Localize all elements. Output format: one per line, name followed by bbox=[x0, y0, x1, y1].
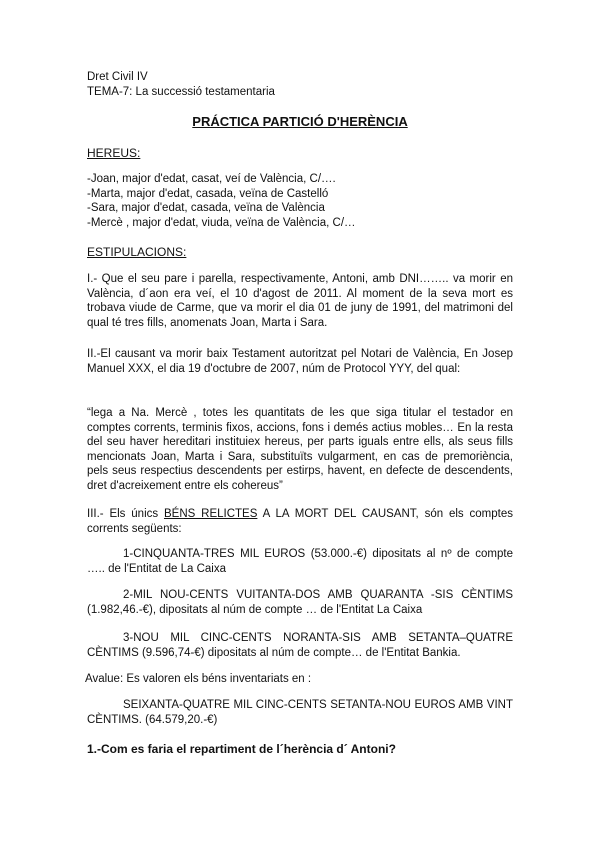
topic-line: TEMA-7: La successió testamentaria bbox=[87, 86, 275, 98]
document-title: PRÁCTICA PARTICIÓ D'HERÈNCIA bbox=[192, 114, 408, 129]
account-item: 1-CINQUANTA-TRES MIL EUROS (53.000.-€) dipositats al nº de compte ….. de l'Entitat de La Caixa bbox=[87, 548, 513, 575]
stipulation-3: III.- Els únics BÉNS RELICTES A LA MORT DEL CAUSANT, són els comptes corrents següents: bbox=[87, 508, 513, 535]
stipulation-2: II.-El causant va morir baix Testament autoritzat pel Notari de València, En Josep Manuel XXX, el dia 19 d'octubre de 2007, núm de Protocol YYY, del qual: bbox=[87, 348, 513, 375]
course-name: Dret Civil IV bbox=[87, 71, 148, 83]
estate-assets-label: BÉNS RELICTES bbox=[163, 508, 258, 520]
will-quote: “lega a Na. Mercè , totes les quantitats de les que siga titular el testador en comptes corrents, terminis fixos, accions, fons i demés actius mobles… En la resta del seu haver hereditari instituiex hereus, per parts iguals entre ells, als seus fills mencionats Joan, Marta i Sara, substituïts vulgarment, en cas de premoriència, pels seus respectius descendents per estirps, havent, en defecte de descendents, dret d'acreixement entre els cohereus” bbox=[87, 407, 513, 492]
heirs-list bbox=[87, 172, 513, 230]
stipulations-heading: ESTIPULACIONS: bbox=[87, 245, 187, 259]
heir-item: -Joan, major d'edat, casat, veí de València, C/…. bbox=[87, 173, 336, 185]
heirs-heading: HEREUS: bbox=[87, 146, 141, 160]
valuation-intro: Avalue: Es valoren els béns inventariats en : bbox=[85, 673, 312, 685]
heir-item: -Sara, major d'edat, casada, veïna de València bbox=[87, 202, 325, 214]
question: 1.-Com es faria el repartiment de l´herència d´ Antoni? bbox=[87, 742, 396, 756]
account-item: 3-NOU MIL CINC-CENTS NORANTA-SIS AMB SETANTA–QUATRE CÈNTIMS (9.596,74-€) dipositats al núm de compte… de l'Entitat Bankia. bbox=[87, 632, 513, 659]
account-item: 2-MIL NOU-CENTS VUITANTA-DOS AMB QUARANTA -SIS CÈNTIMS (1.982,46.-€), dipositats al núm de compte … de l'Entitat La Caixa bbox=[87, 589, 513, 616]
heir-item: -Mercè , major d'edat, viuda, veïna de València, C/… bbox=[87, 216, 356, 229]
valuation-total: SEIXANTA-QUATRE MIL CINC-CENTS SETANTA-NOU EUROS AMB VINT CÈNTIMS. (64.579,20.-€) bbox=[87, 699, 513, 726]
stipulation-1: I.- Que el seu pare i parella, respectivamente, Antoni, amb DNI…….. va morir en València, d´aon era veí, el 10 d'agost de 2011. Al moment de la seva mort es trobava viude de Carme, que va morir el dia 01 de juny de 1991, del matrimoni del qual té tres fills, anomenats Joan, Marta i Sara. bbox=[87, 273, 513, 329]
heir-item: -Marta, major d'edat, casada, veïna de Castelló bbox=[87, 187, 329, 200]
